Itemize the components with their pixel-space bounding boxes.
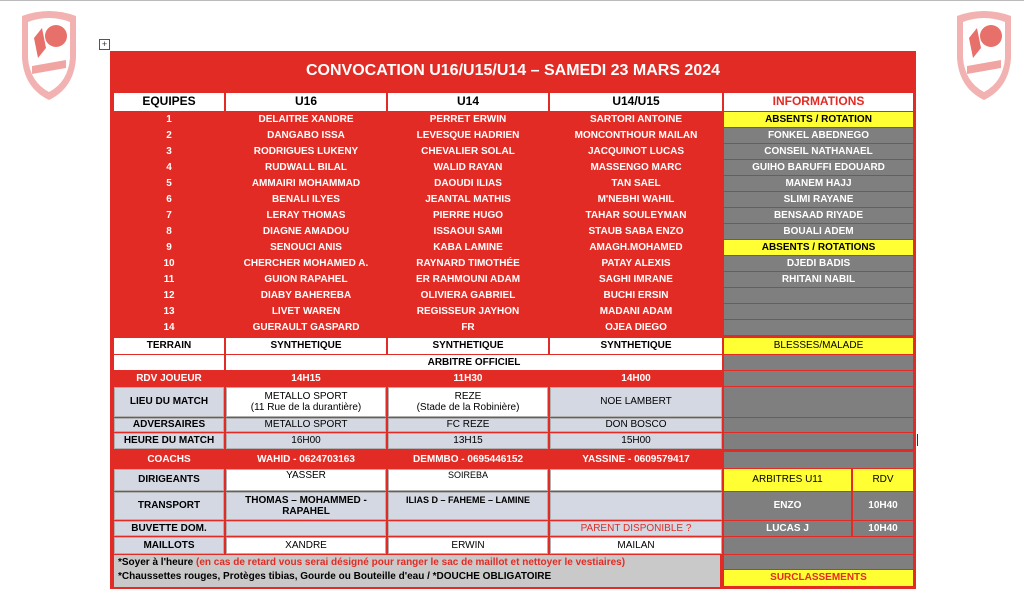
info-cell: DJEDI BADIS bbox=[724, 256, 913, 271]
dirigeant-u16: YASSER bbox=[226, 469, 386, 491]
rdv-u1415: 14H00 bbox=[550, 371, 722, 386]
player-u16: RUDWALL BILAL bbox=[226, 160, 386, 175]
info-cell: ABSENTS / ROTATION bbox=[724, 112, 913, 127]
player-u1415: AMAGH.MOHAMED bbox=[550, 240, 722, 255]
blesses-malade-label: BLESSES/MALADE bbox=[724, 338, 913, 354]
dirigeant-u14: SOIREBA bbox=[388, 469, 548, 491]
club-crest-logo bbox=[951, 8, 1017, 102]
player-u14: FR bbox=[388, 320, 548, 335]
info-cell: BOUALI ADEM bbox=[724, 224, 913, 239]
terrain-u16: SYNTHETIQUE bbox=[226, 338, 386, 354]
player-u1415: MONCONTHOUR MAILAN bbox=[550, 128, 722, 143]
adversaires-u14: FC REZE bbox=[388, 418, 548, 432]
coachs-label: COACHS bbox=[114, 452, 224, 468]
arbitres-u11-title: ARBITRES U11 bbox=[724, 469, 851, 491]
info-cell: BENSAAD RIYADE bbox=[724, 208, 913, 223]
player-u1415: MASSENGO MARC bbox=[550, 160, 722, 175]
dirigeants-label: DIRIGEANTS bbox=[114, 469, 224, 491]
player-number: 6 bbox=[114, 192, 224, 207]
player-u14: PERRET ERWIN bbox=[388, 112, 548, 127]
lieu-u16-line1: METALLO SPORT bbox=[264, 390, 348, 402]
player-number: 3 bbox=[114, 144, 224, 159]
player-number: 7 bbox=[114, 208, 224, 223]
maillot-u14: ERWIN bbox=[388, 537, 548, 554]
header-u1415: U14/U15 bbox=[550, 93, 722, 111]
player-u1415: M'NEBHI WAHIL bbox=[550, 192, 722, 207]
text-cursor bbox=[917, 434, 918, 446]
player-number: 12 bbox=[114, 288, 224, 303]
info-cell bbox=[724, 387, 913, 417]
lieu-u14-line1: REZE bbox=[454, 390, 482, 402]
player-u1415: BUCHI ERSIN bbox=[550, 288, 722, 303]
info-cell bbox=[724, 304, 913, 319]
arbitre-u11-name: ENZO bbox=[724, 492, 851, 520]
footer-line1: *Soyer à l'heure bbox=[118, 557, 194, 568]
info-cell bbox=[724, 288, 913, 303]
info-cell bbox=[724, 371, 913, 386]
coach-u1415: YASSINE - 0609579417 bbox=[550, 452, 722, 468]
player-u1415: PATAY ALEXIS bbox=[550, 256, 722, 271]
adversaires-u1415: DON BOSCO bbox=[550, 418, 722, 432]
buvette-u16 bbox=[226, 521, 386, 536]
page-title: CONVOCATION U16/U15/U14 – SAMEDI 23 MARS 2024 bbox=[305, 62, 721, 79]
player-u1415: SAGHI IMRANE bbox=[550, 272, 722, 287]
maillots-label: MAILLOTS bbox=[114, 537, 224, 554]
info-cell bbox=[724, 537, 913, 554]
coach-u14: DEMMBO - 0695446152 bbox=[388, 452, 548, 468]
player-u1415: TAHAR SOULEYMAN bbox=[550, 208, 722, 223]
info-cell bbox=[724, 418, 913, 432]
player-u14: ISSAOUI SAMI bbox=[388, 224, 548, 239]
player-u1415: MADANI ADAM bbox=[550, 304, 722, 319]
coach-u16: WAHID - 0624703163 bbox=[226, 452, 386, 468]
info-cell: CONSEIL NATHANAEL bbox=[724, 144, 913, 159]
arbitre-blank bbox=[114, 355, 224, 370]
player-u14: RAYNARD TIMOTHÉE bbox=[388, 256, 548, 271]
info-cell bbox=[724, 452, 913, 468]
parent-disponible: PARENT DISPONIBLE ? bbox=[550, 521, 722, 536]
transport-u14: ILIAS D – FAHEME – LAMINE bbox=[388, 492, 548, 520]
page-top-rule bbox=[0, 0, 1024, 1]
player-number: 1 bbox=[114, 112, 224, 127]
player-number: 4 bbox=[114, 160, 224, 175]
player-number: 13 bbox=[114, 304, 224, 319]
player-u14: OLIVIERA GABRIEL bbox=[388, 288, 548, 303]
player-u1415: SARTORI ANTOINE bbox=[550, 112, 722, 127]
header-u14: U14 bbox=[388, 93, 548, 111]
info-cell: RHITANI NABIL bbox=[724, 272, 913, 287]
info-cell bbox=[724, 433, 913, 449]
maillot-u16: XANDRE bbox=[226, 537, 386, 554]
player-number: 5 bbox=[114, 176, 224, 191]
club-crest-logo bbox=[16, 8, 82, 102]
info-cell: FONKEL ABEDNEGO bbox=[724, 128, 913, 143]
player-number: 9 bbox=[114, 240, 224, 255]
player-u1415: JACQUINOT LUCAS bbox=[550, 144, 722, 159]
heure-u1415: 15H00 bbox=[550, 433, 722, 449]
player-u16: GUERAULT GASPARD bbox=[226, 320, 386, 335]
header-informations: INFORMATIONS bbox=[724, 93, 913, 111]
player-u16: DANGABO ISSA bbox=[226, 128, 386, 143]
transport-u16 bbox=[226, 492, 386, 520]
player-u14: KABA LAMINE bbox=[388, 240, 548, 255]
buvette-u14 bbox=[388, 521, 548, 536]
player-u16: LERAY THOMAS bbox=[226, 208, 386, 223]
info-cell bbox=[724, 355, 913, 370]
surclassements-label: SURCLASSEMENTS bbox=[724, 570, 913, 586]
player-u16: DIAGNE AMADOU bbox=[226, 224, 386, 239]
player-u16: DIABY BAHEREBA bbox=[226, 288, 386, 303]
footer-line1-warning: (en cas de retard vous serai désigné pour ranger le sac de maillot et nettoyer le vestiaires) bbox=[195, 557, 626, 568]
player-u14: WALID RAYAN bbox=[388, 160, 548, 175]
header-equipes: EQUIPES bbox=[114, 93, 224, 111]
adversaires-label: ADVERSAIRES bbox=[114, 418, 224, 432]
player-u1415: OJEA DIEGO bbox=[550, 320, 722, 335]
player-u16: LIVET WAREN bbox=[226, 304, 386, 319]
heure-label: HEURE DU MATCH bbox=[114, 433, 224, 449]
lieu-u16 bbox=[226, 387, 386, 417]
player-u16: SENOUCI ANIS bbox=[226, 240, 386, 255]
player-u14: JEANTAL MATHIS bbox=[388, 192, 548, 207]
arbitre-u11-time: 10H40 bbox=[853, 492, 913, 520]
player-u14: REGISSEUR JAYHON bbox=[388, 304, 548, 319]
player-u14: LEVESQUE HADRIEN bbox=[388, 128, 548, 143]
info-cell: SLIMI RAYANE bbox=[724, 192, 913, 207]
player-u14: DAOUDI ILIAS bbox=[388, 176, 548, 191]
move-handle-icon[interactable]: + bbox=[99, 39, 110, 50]
arbitre-u11-time: 10H40 bbox=[853, 521, 913, 536]
player-u14: CHEVALIER SOLAL bbox=[388, 144, 548, 159]
adversaires-u16: METALLO SPORT bbox=[226, 418, 386, 432]
info-cell: GUIHO BARUFFI EDOUARD bbox=[724, 160, 913, 175]
transport-label: TRANSPORT bbox=[114, 492, 224, 520]
transport-u1415 bbox=[550, 492, 722, 520]
transport-u16-line2: RAPAHEL bbox=[282, 506, 330, 517]
terrain-label: TERRAIN bbox=[114, 338, 224, 354]
player-number: 2 bbox=[114, 128, 224, 143]
maillot-u1415: MAILAN bbox=[550, 537, 722, 554]
heure-u14: 13H15 bbox=[388, 433, 548, 449]
player-u16: RODRIGUES LUKENY bbox=[226, 144, 386, 159]
terrain-u1415: SYNTHETIQUE bbox=[550, 338, 722, 354]
rdv-u16: 14H15 bbox=[226, 371, 386, 386]
player-u16: BENALI ILYES bbox=[226, 192, 386, 207]
lieu-u1415: NOE LAMBERT bbox=[550, 387, 722, 417]
buvette-label: BUVETTE DOM. bbox=[114, 521, 224, 536]
arbitre-officiel: ARBITRE OFFICIEL bbox=[226, 355, 722, 370]
header-u16: U16 bbox=[226, 93, 386, 111]
info-cell bbox=[724, 555, 913, 569]
arbitres-u11-rdv: RDV bbox=[853, 469, 913, 491]
heure-u16: 16H00 bbox=[226, 433, 386, 449]
info-cell bbox=[724, 320, 913, 335]
lieu-label: LIEU DU MATCH bbox=[114, 387, 224, 417]
player-u1415: STAUB SABA ENZO bbox=[550, 224, 722, 239]
player-number: 8 bbox=[114, 224, 224, 239]
arbitre-u11-name: LUCAS J bbox=[724, 521, 851, 536]
rdv-label: RDV JOUEUR bbox=[114, 371, 224, 386]
info-cell: ABSENTS / ROTATIONS bbox=[724, 240, 913, 255]
player-u14: PIERRE HUGO bbox=[388, 208, 548, 223]
player-number: 10 bbox=[114, 256, 224, 271]
dirigeant-u1415 bbox=[550, 469, 722, 491]
player-u16: CHERCHER MOHAMED A. bbox=[226, 256, 386, 271]
player-u14: ER RAHMOUNI ADAM bbox=[388, 272, 548, 287]
player-u16: AMMAIRI MOHAMMAD bbox=[226, 176, 386, 191]
transport-u16-line1: THOMAS – MOHAMMED - bbox=[245, 494, 367, 506]
terrain-u14: SYNTHETIQUE bbox=[388, 338, 548, 354]
player-u16: DELAITRE XANDRE bbox=[226, 112, 386, 127]
player-u1415: TAN SAEL bbox=[550, 176, 722, 191]
player-u16: GUION RAPAHEL bbox=[226, 272, 386, 287]
lieu-u16-line2: (11 Rue de la durantière) bbox=[250, 402, 362, 413]
rdv-u14: 11H30 bbox=[388, 371, 548, 386]
footer-notes bbox=[114, 555, 720, 587]
footer-line2: *Chaussettes rouges, Protèges tibias, Gourde ou Bouteille d'eau / *DOUCHE OBLIGATOIRE bbox=[118, 571, 552, 582]
lieu-u14 bbox=[388, 387, 548, 417]
lieu-u14-line2: (Stade de la Robinière) bbox=[416, 402, 520, 413]
player-number: 14 bbox=[114, 320, 224, 335]
player-number: 11 bbox=[114, 272, 224, 287]
info-cell: MANEM HAJJ bbox=[724, 176, 913, 191]
